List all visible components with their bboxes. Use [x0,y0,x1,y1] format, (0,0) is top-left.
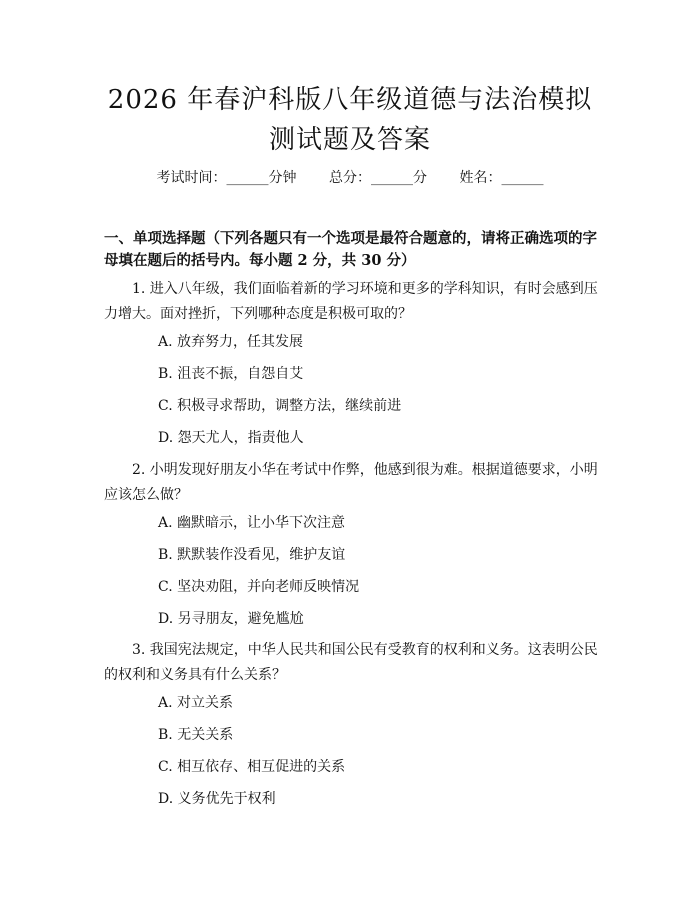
question-2-option-a: A. 幽默暗示，让小华下次注意 [158,515,346,531]
question-3-stem: 3. 我国宪法规定，中华人民共和国公民有受教育的权利和义务。这表明公民的权利和义务具有什么关系？ [104,642,598,683]
section-heading: 一、单项选择题（下列各题只有一个选项是最符合题意的，请将正确选项的字母填在题后的括号内。每小题 2 分，共 30 分） [104,230,597,269]
question-1-option-a: A. 放弃努力，任其发展 [158,334,304,350]
question-1-option-c: C. 积极寻求帮助，调整方法，继续前进 [158,398,402,414]
exam-info-line [0,168,700,188]
question-1-stem: 1. 进入八年级，我们面临着新的学习环境和更多的学科知识，有时会感到压力增大。面对挫折，下列哪种态度是积极可取的？ [104,281,598,322]
document-title: 2026 年春沪科版八年级道德与法治模拟测试题及答案 [107,85,593,155]
student-name-field: 姓名：______ [459,170,544,186]
question-2-option-d: D. 另寻朋友，避免尴尬 [158,611,304,627]
question-2-option-c: C. 坚决劝阻，并向老师反映情况 [158,579,360,595]
question-3-option-b: B. 无关关系 [158,727,234,743]
total-score-field: 总分：______分 [329,170,427,186]
question-2-option-b: B. 默默装作没看见，维护友谊 [158,547,346,563]
question-3-option-d: D. 义务优先于权利 [158,791,276,807]
question-2-stem: 2. 小明发现好朋友小华在考试中作弊，他感到很为难。根据道德要求，小明应该怎么做？ [104,462,598,503]
question-3-option-a: A. 对立关系 [158,695,234,711]
question-1-option-d: D. 怨天尤人，指责他人 [158,430,304,446]
question-3-option-c: C. 相互依存、相互促进的关系 [158,759,346,775]
exam-time-field: 考试时间：______分钟 [156,170,297,186]
question-1-option-b: B. 沮丧不振，自怨自艾 [158,366,304,382]
